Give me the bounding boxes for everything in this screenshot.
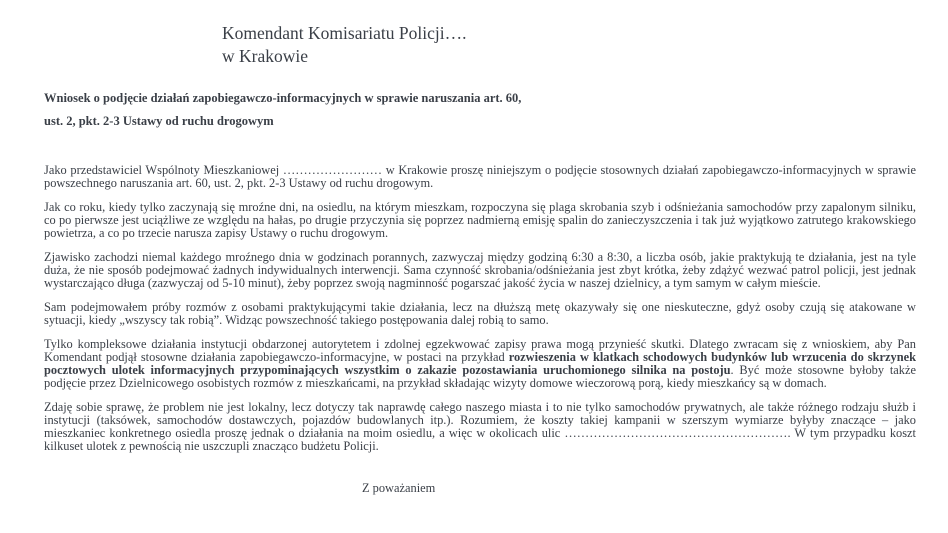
subject-heading (44, 92, 916, 138)
recipient-line-1: Komendant Komisariatu Policji…. (222, 23, 467, 43)
recipient-address (222, 22, 466, 68)
recipient-line-2: w Krakowie (222, 46, 309, 66)
paragraph-personal-attempts: Sam podejmowałem próby rozmów z osobami praktykującymi takie działania, lecz na dłuższą metę okazywały się one nieskuteczne, gdyż osoby czują się atakowane w sytuacji, kiedy „wszyscy tak robią”. Widząc powszechność takiego postępowania dalej robią to samo. (44, 300, 916, 327)
subject-line-2: ust. 2, pkt. 2-3 Ustawy od ruchu drogowym (44, 114, 274, 128)
paragraph-scope-and-costs: Zdaję sobie sprawę, że problem nie jest lokalny, lecz dotyczy tak naprawdę całego naszego miasta i to nie tylko samochodów prywatnych, ale także różnego rodzaju służb i instytucji (taksówek, samochodów dostawczych, pojazdów budowlanych itp.). Rozumiem, że koszty takiej kampanii w szerszym wymiarze byłyby znaczące – jako mieszkaniec konkretnego osiedla proszę jednak o działania na moim osiedlu, a więc w okolicach ulic ………………………………………………. W tym przypadku koszt kilkuset ulotek z pewnością nie uszczupli znacząco budżetu Policji. (44, 400, 916, 453)
paragraph-problem-description: Jak co roku, kiedy tylko zaczynają się mroźne dni, na osiedlu, na którym mieszkam, rozpoczyna się plaga skrobania szyb i odśnieżania samochodów przy zapalonym silniku, co po pierwsze jest uciążliwe ze względu na hałas, po drugie przyczynia się poprzez nadmierną emisję spalin do zanieczyszczenia i tak już wyjątkowo zatrutego krakowskiego powietrza, a co po trzecie narusza zapisy Ustawy o ruchu drogowym. (44, 200, 916, 240)
request-text-bold: rozwieszenia w klatkach schodowych budynków lub wrzucenia do skrzynek pocztowych ulotek informacyjnych przypominających wszystkim o zakazie pozostawiania uruchomionego silnika na postoju (44, 350, 916, 377)
closing-salutation: Z poważaniem (362, 481, 436, 495)
paragraph-introduction: Jako przedstawiciel Wspólnoty Mieszkaniowej …………………… w Krakowie proszę niniejszym o podjęcie stosownych działań zapobiegawczo-informacyjnych w sprawie powszechnego naruszania art. 60, ust. 2, pkt. 2-3 Ustawy od ruchu drogowym. (44, 163, 916, 190)
paragraph-occurrence-details: Zjawisko zachodzi niemal każdego mroźnego dnia w godzinach porannych, zazwyczaj między godziną 6:30 a 8:30, a liczba osób, jakie praktykują te działania, jest na tyle duża, że nie sposób podejmować żadnych indywidualnych interwencji. Sama czynność skrobania/odśnieżania jest zbyt krótka, żeby zdążyć wezwać patrol policji, jest jednak wystarczająco długa (zazwyczaj od 5-10 minut), żeby poprzez swoją nagminność pogarszać jakość życia w naszej dzielnicy, a tym samym w całym mieście. (44, 250, 916, 290)
paragraph-request (44, 338, 916, 390)
letter-body (44, 164, 916, 464)
request-text-after: . Być może stosowne byłoby także podjęcie przez Dzielnicowego osobistych rozmów z mieszkańcami, na przykład składając wizyty domowe wieczorową porą, kiedy mieszkańcy są w domach. (44, 363, 916, 390)
subject-line-1: Wniosek o podjęcie działań zapobiegawczo-informacyjnych w sprawie naruszania art. 60, (44, 91, 522, 105)
request-text-before: Tylko kompleksowe działania instytucji obdarzonej autorytetem i zdolnej egzekwować zapisy prawa mogą przynieść skutki. Dlatego zwracam się z wnioskiem, aby Pan Komendant podjął stosowne działania zapobiegawczo-informacyjne, w postaci na przykład (44, 337, 916, 364)
